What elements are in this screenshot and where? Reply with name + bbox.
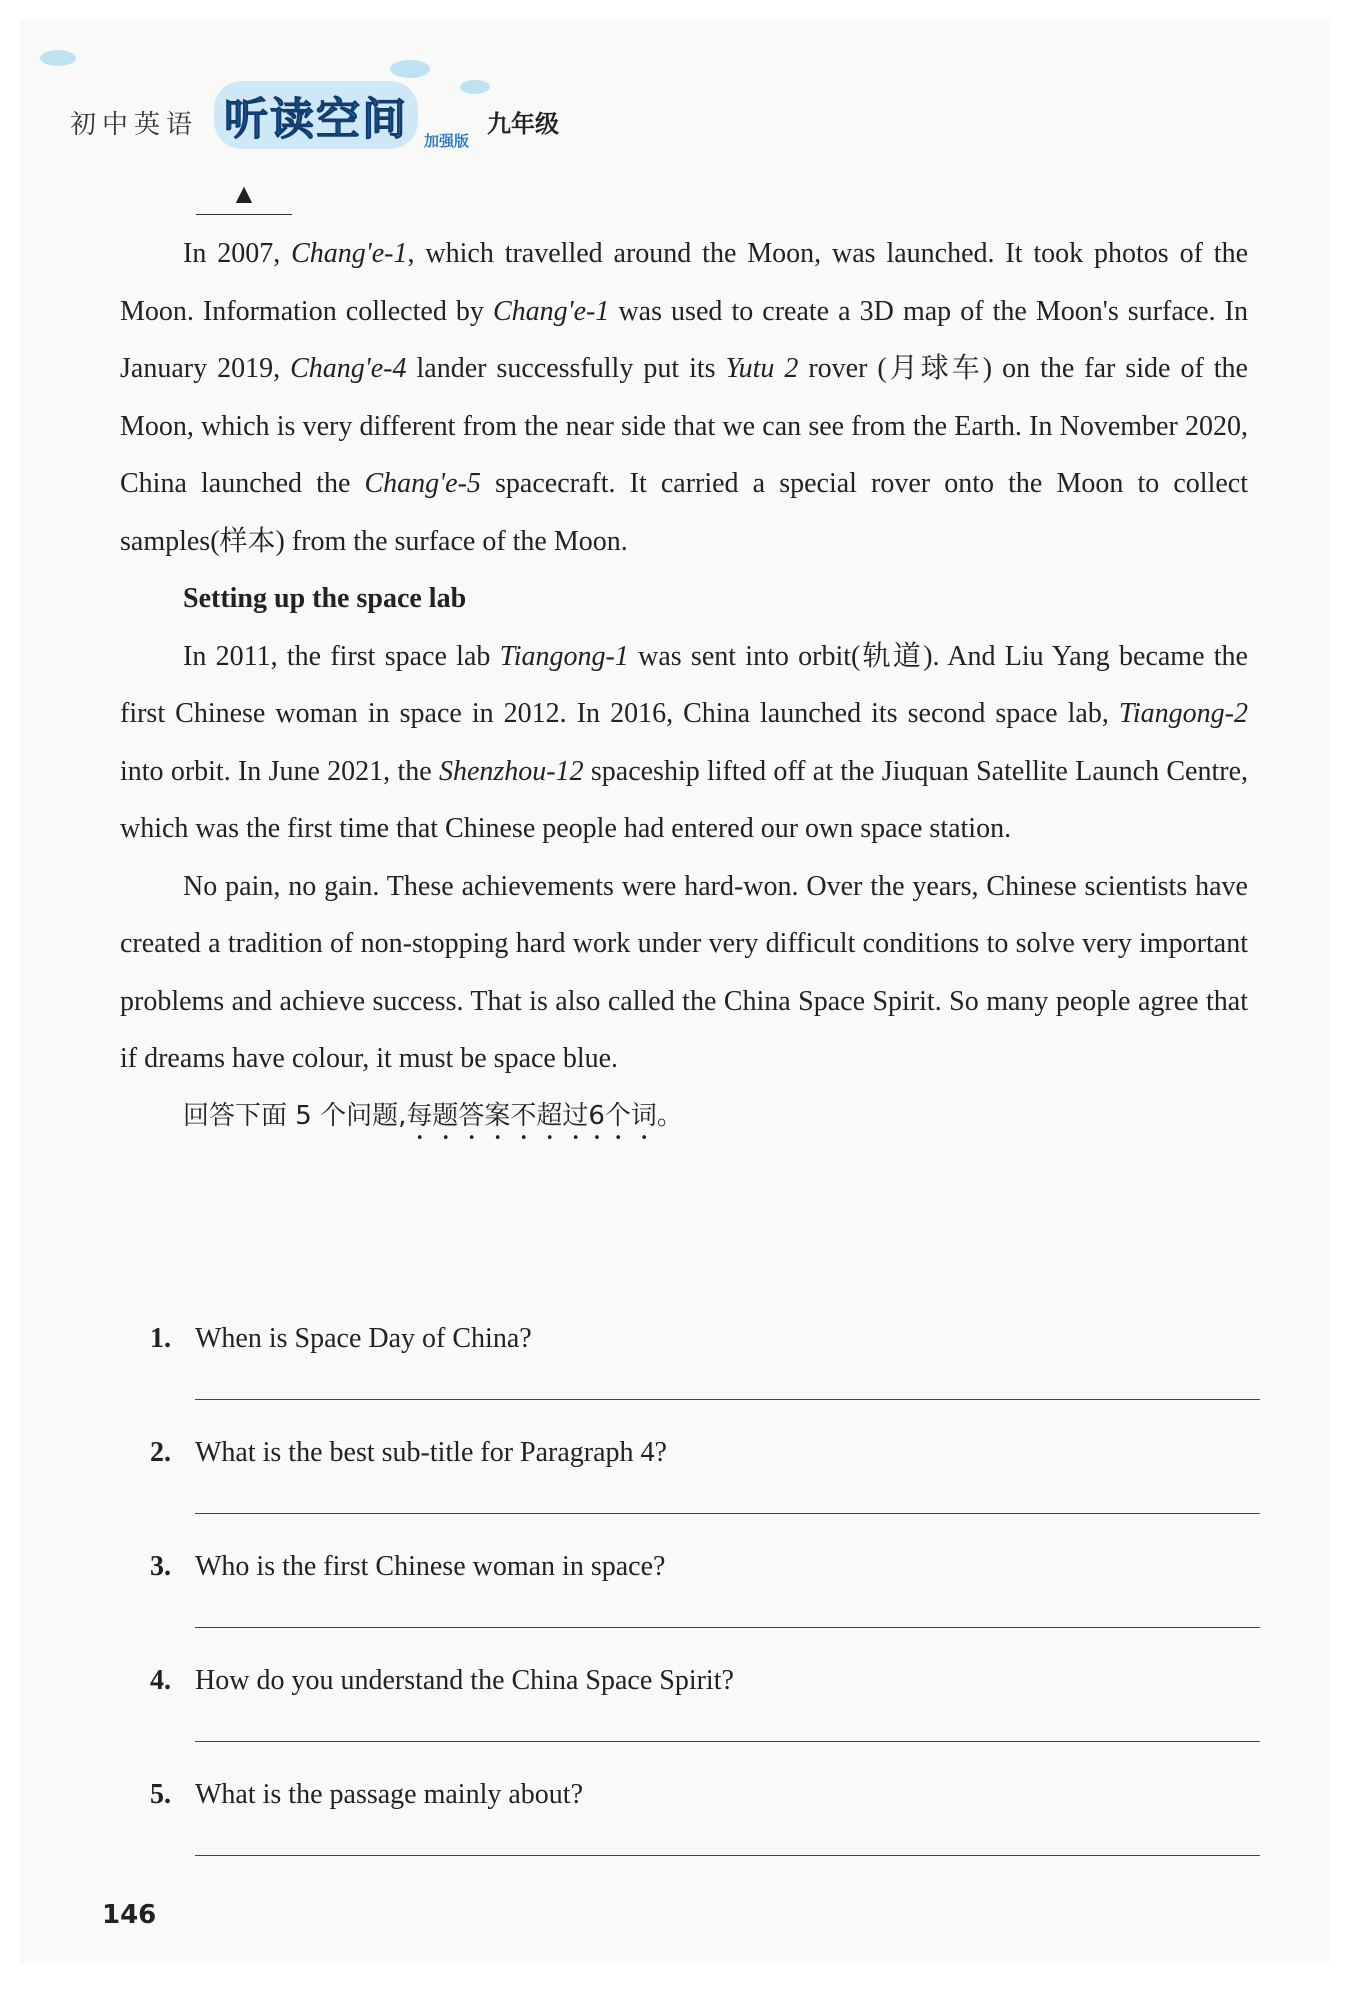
passage-paragraph	[120, 628, 1248, 858]
cloud-decoration	[40, 50, 76, 66]
answer-line[interactable]	[195, 1855, 1260, 1856]
question-item	[150, 1419, 1260, 1533]
text-run: lander successfully put its	[406, 353, 726, 384]
question-text: What is the best sub-title for Paragraph 4?	[195, 1437, 667, 1468]
grade-label: 九年级	[487, 110, 560, 138]
italic-name: Shenzhou-12	[438, 755, 584, 787]
question-number: 2.	[150, 1437, 171, 1468]
italic-name: Chang'e-4	[290, 353, 407, 384]
question-item	[150, 1533, 1260, 1647]
answer-line[interactable]	[195, 1741, 1260, 1742]
question-item	[150, 1761, 1260, 1875]
question-text: When is Space Day of China?	[195, 1323, 532, 1354]
text-run: No pain, no gain. These achievements were hard-won. Over the years, Chinese scientists have created a tradition of non-stopping hard work under very difficult conditions to solve very important problems and achieve success. That is also called the China Space Spirit. So many people agree that if dreams have colour, it must be space blue.	[120, 870, 1248, 1074]
text-run: 。	[656, 1100, 683, 1131]
brand-logo: 听读空间	[214, 81, 418, 149]
answer-line[interactable]	[195, 1513, 1260, 1514]
answer-line[interactable]	[195, 1627, 1260, 1628]
series-title: 初中英语	[70, 110, 199, 140]
answer-line[interactable]	[195, 1399, 1260, 1400]
italic-name: Tiangong-2	[1118, 698, 1248, 729]
question-text: What is the passage mainly about?	[195, 1779, 583, 1810]
text-run: In 2011, the first space lab	[183, 640, 500, 672]
text-run: was used to create a 3D map of the Moon's surface. In January 2019,	[120, 295, 1248, 384]
italic-name: Chang'e-5	[364, 468, 481, 499]
passage-paragraph	[120, 225, 1248, 570]
text-run: spaceship lifted off at the Jiuquan Satellite Launch Centre, which was the first time that Chinese people had entered our own space station.	[120, 755, 1249, 844]
question-text: Who is the first Chinese woman in space?	[195, 1551, 666, 1582]
question-number: 3.	[150, 1551, 171, 1582]
text-run: , which travelled around the Moon, was launched. It took photos of the Moon. Information collected by	[120, 238, 1248, 327]
book-header	[70, 75, 559, 155]
question-item	[150, 1305, 1260, 1419]
question-number: 5.	[150, 1779, 171, 1810]
italic-name: Yutu 2	[725, 353, 799, 384]
italic-name: Chang'e-1	[291, 238, 408, 269]
emphasized-text: 每题答案不超过6个词	[406, 1100, 657, 1131]
text-run: rover (月球车) on the far side of the Moon, which is very different from the near side that we can see from the Earth. In November 2020, China launched the	[120, 353, 1248, 499]
text-run: Setting up the space lab	[183, 583, 467, 614]
text-run: was sent into orbit(轨道). And Liu Yang became the first Chinese woman in space in 2012. In 2016, China launched its second space lab,	[120, 640, 1248, 729]
workbook-page	[20, 20, 1330, 1963]
italic-name: Chang'e-1	[492, 295, 610, 327]
question-text: How do you understand the China Space Spirit?	[195, 1665, 734, 1696]
passage-body	[120, 225, 1248, 1146]
section-subtitle	[120, 570, 1248, 628]
question-number: 4.	[150, 1665, 171, 1696]
page-number: 146	[102, 1900, 157, 1930]
passage-paragraph	[120, 858, 1248, 1088]
text-run: spacecraft. It carried a special rover onto the Moon to collect samples(样本) from the surface of the Moon.	[120, 468, 1248, 557]
triangle-marker-icon: ▲	[196, 180, 292, 215]
instruction-text	[120, 1088, 1248, 1146]
text-run: 回答下面 5 个问题,	[183, 1100, 407, 1131]
question-list	[150, 1305, 1260, 1875]
edition-label: 加强版	[424, 132, 470, 150]
question-item	[150, 1647, 1260, 1761]
text-run: In 2007,	[183, 238, 292, 269]
italic-name: Tiangong-1	[499, 640, 629, 672]
text-run: into orbit. In June 2021, the	[120, 755, 439, 787]
question-number: 1.	[150, 1323, 171, 1354]
